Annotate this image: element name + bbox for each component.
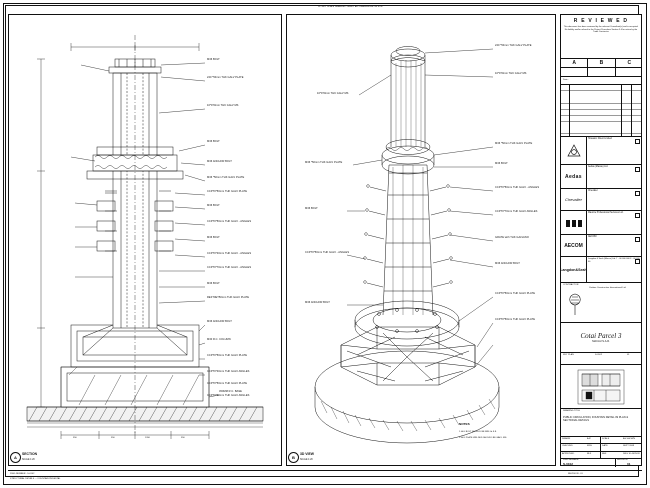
callout-left-11: CCPT0*70mm THK GALV - ANGLES (207, 266, 252, 269)
field-value-2: RLK (587, 452, 592, 455)
dim-1: 350 (111, 437, 115, 439)
key-plan-header (561, 353, 641, 365)
aecom-logo-icon: AECOM (561, 235, 587, 256)
note-1: 2. ALL PLATE WELDED SHOULD BE GALV. MS. (459, 437, 507, 439)
mid-view-title: 3D VIEW (300, 452, 314, 456)
consultant-checkbox-4[interactable] (635, 237, 640, 242)
field-label-2: APPROVED (562, 452, 575, 455)
callout-left-17: CCPT0*40mm THK GALV ANGLES (207, 370, 250, 373)
contractor-name: Yoobee Construction International Ltd. (589, 287, 627, 289)
client-logo-icon (561, 137, 587, 164)
revision-col-3 (631, 85, 632, 136)
stamp-col-c: C (627, 60, 632, 66)
callout-left-5: M36 *50mm THK GALV PLATE (207, 176, 245, 179)
mid-callout-right-7: M36 ANCHOR BOLT (495, 262, 520, 265)
review-stamp (561, 15, 641, 59)
field-1 (561, 444, 601, 451)
consultant-checkbox-1[interactable] (635, 167, 640, 172)
consultant-name-1: Aedas (Macau) Ltd. (588, 166, 609, 168)
drawing-title-block (561, 409, 641, 437)
contractor-label: CONTRACTOR (563, 284, 579, 286)
footer-mid: STRUCTURAL DETAILS — FOUNTAIN PEDESTAL (10, 478, 61, 480)
dim-2: 1200 (145, 437, 150, 439)
consultant-name-5: Langdon & Seah (Macau) Ltd. T : 00 000 000 F : 00 000 00 (588, 258, 640, 263)
consultant-row-5 (561, 257, 641, 283)
field-0 (561, 437, 601, 444)
rev-value: 01 (627, 461, 631, 466)
mid-callout-right-8: CCPT0*50mm THK GALV PLATE (495, 292, 536, 295)
stamp-blank-b (588, 68, 615, 76)
revision-col-1 (569, 85, 570, 136)
consultant-name-4: AECOM (588, 236, 597, 238)
consultant-name-0: Howaton Direct Limited (588, 138, 612, 140)
aedas-logo-icon: Aedas (561, 165, 587, 188)
consultant-name-3: Maurice Professional Services Ltd. (588, 212, 624, 214)
callout-left-14: M36 ANCHOR BOLT (207, 320, 232, 323)
callout-left-0: M36 BOLT (207, 58, 220, 61)
sheet-top-note: DO NOT SCALE DRAWING. VERIFY ALL DIMENSIONS ON SITE (318, 6, 383, 8)
field-value-4: SEPT 2009 (623, 445, 635, 448)
field-grid (561, 437, 641, 459)
consultant-checkbox-5[interactable] (635, 259, 640, 264)
field-label-3: SCALE (602, 438, 610, 440)
chevalier-logo-icon: Chevalier (561, 189, 587, 210)
project-title-block (561, 323, 641, 353)
mid-view-tag-circle (288, 452, 299, 463)
dwg-number-value: S-0102 (563, 461, 573, 466)
callout-left-13: REFT0ET50mm THK GALV PLATE (207, 296, 250, 299)
mid-callout-right-0: 240 *50mm THK GALV PLATE (495, 44, 532, 47)
project-title: Cotai Parcel 3 (580, 332, 622, 340)
footer-left: DWG NUMBER : S-0102 (10, 473, 35, 475)
sheet-footer (8, 470, 642, 484)
callout-left-8: CCPT0*50mm THK GALV - ANGLES (207, 220, 252, 223)
review-stamp-title: R E V I E W E D (573, 18, 629, 24)
dwg-divider (615, 459, 616, 467)
callout-left-15: M30 R.C. COLUMN (207, 338, 231, 341)
field-label-1: CHECKED (562, 445, 573, 448)
note-0: 1. ALL BOLT SHOULD BE M36 Gr 8.8. (459, 431, 497, 433)
mid-callout-left-3: CCPT0*50mm THK GALV - ANGLES (305, 251, 350, 254)
mid-callout-right-5: CCPT0*70mm THK GALV ANGLES (495, 210, 538, 213)
consultant-row-4 (561, 235, 641, 257)
key-plan-graphic (561, 365, 641, 409)
consultant-row-3 (561, 211, 641, 235)
callout-left-3: M36 BOLT (207, 140, 220, 143)
revision-col-2 (621, 85, 622, 136)
consultant-row-1 (561, 165, 641, 189)
title-block (560, 14, 642, 466)
field-value-3: AS SHOWN (623, 438, 635, 440)
callout-left-7: M36 BOLT (207, 204, 220, 207)
drawing-title-label: DRAWING TITLE (563, 410, 581, 412)
field-4 (601, 444, 642, 451)
field-5 (601, 452, 642, 459)
consultant-checkbox-0[interactable] (635, 139, 640, 144)
callout-left-16: CCPT0*50mm THK GALV PLATE (207, 354, 248, 357)
key-plan-rev: 01 (627, 354, 630, 356)
left-section-view (8, 14, 282, 466)
stamp-blank-c (616, 68, 643, 76)
drawing-title: PUBLIC CIRCULATION, FOUNTAIN DETAIL 09 PLAN & SECTIONAL DETAILS (563, 416, 629, 423)
field-label-5: REF (602, 452, 607, 455)
left-view-title: SECTION (22, 452, 38, 456)
dwg-number-label: DWG NUMBER (563, 459, 579, 461)
isometric-3d-drawing (287, 15, 555, 465)
dwg-number-block (561, 459, 641, 467)
rev-label: REVISION (617, 459, 628, 461)
callout-left-6: CCPT0*50mm THK GALV PLATE (207, 190, 248, 193)
mid-callout-left-4: M36 ANCHOR BOLT (305, 301, 330, 304)
field-label-4: DATE (602, 445, 608, 448)
field-2 (561, 452, 601, 459)
callout-left-4: M36 ANCHOR BOLT (207, 160, 232, 163)
revision-history-block (561, 85, 641, 137)
mid-callout-left-2: M36 BOLT (305, 207, 318, 210)
mid-callout-left-0: 10*970mm THK GALV MS (317, 92, 349, 95)
stamp-col-a: A (561, 59, 588, 67)
footer-right: REVISION : 01 (568, 473, 583, 475)
consultant-checkbox-3[interactable] (635, 213, 640, 218)
stamp-date-row (561, 77, 641, 85)
stamp-blank-a (561, 68, 588, 76)
mpsl-logo-icon (561, 211, 587, 234)
callout-left-2: 10*970mm THK GALV MS (207, 104, 239, 107)
callout-left-9: M36 BOLT (207, 236, 220, 239)
stamp-columns (561, 59, 641, 68)
contractor-block (561, 283, 641, 323)
review-stamp-body: This document has been reviewed by the relevant Consultant(s) and is accepted. No liability and/or referral to the Project Procedure Section 5.4 for action by the Trade Contractor. (563, 26, 639, 34)
stamp-blank-row (561, 68, 641, 77)
field-value-0: AJC (587, 438, 592, 440)
mid-callout-right-6: GRATE with THK GALVANO (495, 236, 529, 239)
callout-left-20: 450MM R.C. BASE (219, 390, 242, 393)
callout-left-12: M36 BOLT (207, 282, 220, 285)
field-value-5: DRG 10-4025/09 (623, 452, 640, 455)
mid-callout-right-9: CCPT0*50mm THK GALV PLATE (495, 318, 536, 321)
key-plan-label: KEY PLAN (563, 354, 574, 356)
consultant-name-2: Chevalier (588, 190, 598, 192)
dim-3: 350 (181, 437, 185, 439)
field-label-0: DRAWN (562, 438, 571, 440)
callout-left-18: CCPT0*50mm THK GALV PLATE (207, 382, 248, 385)
left-view-scale: SCALE 1:20 (22, 459, 35, 461)
callout-left-1: 240 *50mm THK GALV PLATE (207, 76, 244, 79)
consultant-row-2 (561, 189, 641, 211)
notes-title: NOTES (459, 422, 470, 426)
stamp-date-label: Date : (563, 79, 569, 81)
mid-callout-right-2: M36 *50mm THK GALV PLATE (495, 142, 533, 145)
mid-3d-view (286, 14, 556, 466)
left-view-tag: A (14, 455, 17, 460)
key-plan-ref: S-0102 (595, 354, 603, 356)
mid-view-scale: SCALE 1:20 (300, 459, 313, 461)
mid-callout-right-1: 10*970mm THK GALV MS (495, 72, 527, 75)
field-3 (601, 437, 642, 444)
stamp-col-b: B (588, 59, 615, 67)
mid-callout-right-3: M36 BOLT (495, 162, 508, 165)
tree-logo-icon (565, 291, 585, 317)
dim-0: 350 (73, 437, 77, 439)
project-subtitle: MACAU S.A.R. (592, 340, 610, 343)
mid-view-tag: B (292, 455, 295, 460)
revision-rows (561, 85, 641, 136)
consultant-row-0 (561, 137, 641, 165)
callout-left-10: CCPT0*40mm THK GALV - ANGLES (207, 252, 252, 255)
langdon-seah-logo-icon: Langdon&Seah (561, 257, 587, 282)
consultant-checkbox-2[interactable] (635, 191, 640, 196)
mid-callout-right-4: CCPT0*50mm THK GALV - ANGLES (495, 186, 540, 189)
left-view-tag-circle (10, 452, 21, 463)
field-value-1: MDS (587, 445, 592, 448)
callout-left-19: CCPT0*50mm THK GALV ANGLES (207, 394, 250, 397)
mid-callout-left-1: M36 *50mm THK GALV PLATE (305, 161, 343, 164)
